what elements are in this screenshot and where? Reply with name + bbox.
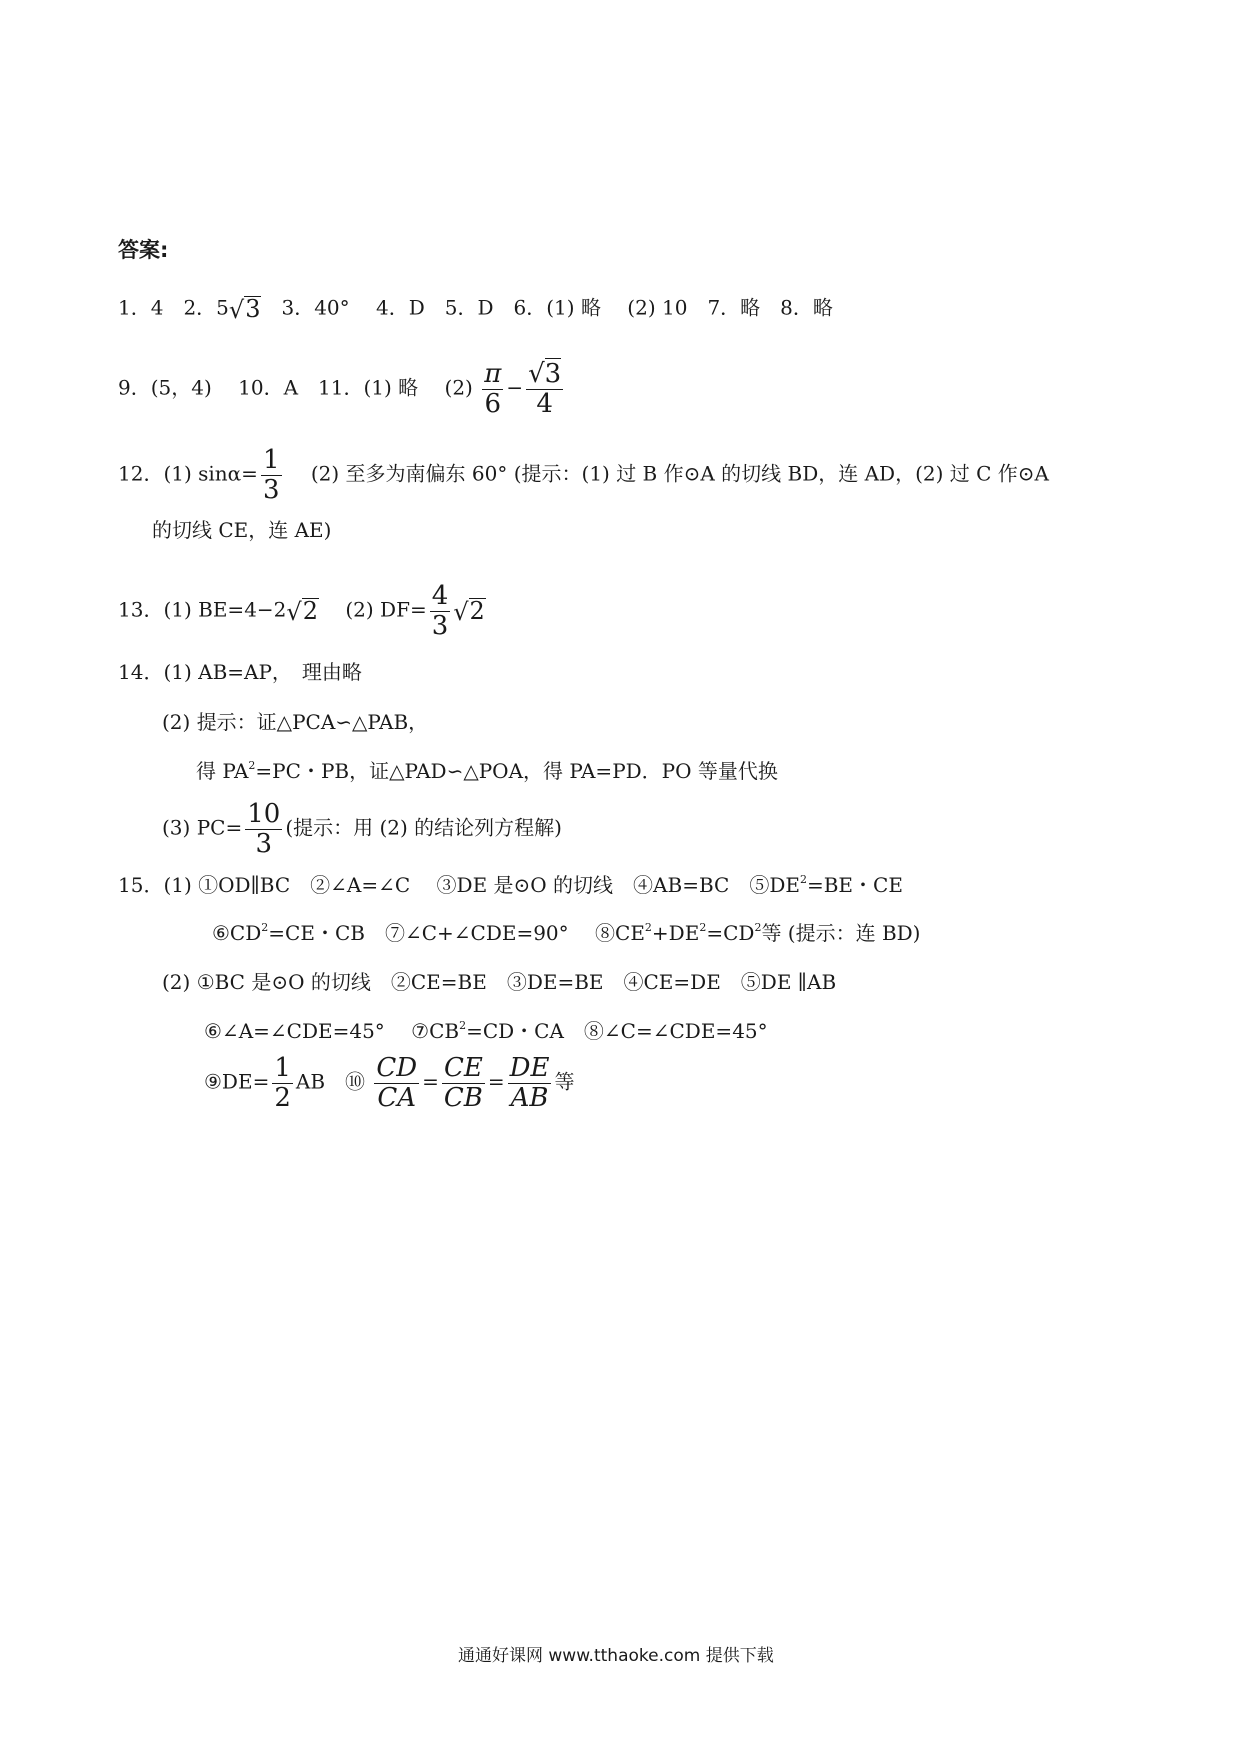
sqrt-radicand: 3 xyxy=(245,295,261,323)
answer-line-1-8 xyxy=(118,295,833,325)
answer-text: 9．(5，4) 10．A 11．(1) 略 (2) xyxy=(118,375,473,400)
answer-text: (2) 至多为南偏东 60° (提示：(1) 过 B 作⊙A 的切线 BD，连 AD，(2) 过 C 作⊙A xyxy=(284,461,1050,486)
answer-line-14-3: (3) PC= $\frac{10}{3}$ (提示：用 (2) 的结论列方程解) xyxy=(162,799,562,859)
answer-line-15-2: (2) ①BC 是⊙O 的切线 ②CE=BE ③DE=BE ④CE=DE ⑤DE ∥AB xyxy=(162,970,837,994)
minus-sign: − xyxy=(506,375,524,400)
answer-text: 12．(1) sinα= xyxy=(118,461,258,486)
answer-text: 13．(1) BE=4−2 xyxy=(118,597,287,622)
answer-line-12 xyxy=(118,446,1049,504)
answer-line-14-1: 14．(1) AB=AP， 理由略 xyxy=(118,660,362,684)
fraction-pi-over-6: $\frac{\pi}{6}$ xyxy=(484,359,502,419)
answer-line-12-cont: 的切线 CE，连 AE) xyxy=(152,518,332,542)
fraction-de-over-ab: $\frac{DE}{AB}$ xyxy=(509,1053,550,1113)
fraction-1-over-2: $\frac{1}{2}$ xyxy=(274,1053,291,1113)
answer-text: 3．40° 4．D 5．D 6．(1) 略 (2) 10 7．略 8．略 xyxy=(261,295,833,320)
fraction-10-over-3: $\frac{10}{3}$ xyxy=(247,799,281,859)
answers-heading: 答案: xyxy=(118,238,169,262)
sqrt: √ 2 xyxy=(286,597,318,627)
fraction-4-over-3: $\frac{4}{3}$ xyxy=(431,581,449,641)
answer-text: (2) DF= xyxy=(318,597,427,622)
fraction-sqrt3-over-4: $\frac{√3}{4}$ xyxy=(528,359,562,419)
fraction-1-over-3: $\frac{1}{3}$ xyxy=(262,445,280,505)
answer-line-15-2c: ⑨DE= $\frac{1}{2}$ AB ⑩ $\frac{CD}{CA}$ = $\frac{CE}{CB}$ = $\frac{DE}{AB}$ 等 xyxy=(204,1053,575,1113)
answer-line-13 xyxy=(118,582,486,640)
answer-text: 1．4 2．5 xyxy=(118,295,229,320)
page-footer: 通通好课网 www.tthaoke.com 提供下载 xyxy=(458,1646,774,1666)
sqrt: √ 3 xyxy=(228,295,261,325)
fraction-cd-over-ca: $\frac{CD}{CA}$ xyxy=(376,1053,418,1113)
sqrt: √ 2 xyxy=(453,597,485,627)
answer-line-14-2: (2) 提示：证△PCA∽△PAB， xyxy=(162,710,429,734)
fraction-ce-over-cb: $\frac{CE}{CB}$ xyxy=(443,1053,483,1113)
answer-line-15-2b: ⑥∠A=∠CDE=45° $⑦CB^2=CD$・CA ⑧∠C=∠CDE=45° xyxy=(204,1019,768,1043)
answer-line-15-1b: $⑥CD^2=CE$・CB ⑦∠C+∠CDE=90° $⑧CE^2+DE^2=CD^2$等 (提示：连 BD) xyxy=(212,921,921,945)
answer-line-9-11 xyxy=(118,360,566,418)
answer-line-15-1: 15．(1) ①OD∥BC ②∠A=∠C ③DE 是⊙O 的切线 ④AB=BC $⑤DE^2=BE$・CE xyxy=(118,873,903,897)
answer-line-14-2b: 得 $PA^2=PC$・PB，证△PAD∽△POA，得 PA=PD．PO 等量代换 xyxy=(196,759,778,783)
